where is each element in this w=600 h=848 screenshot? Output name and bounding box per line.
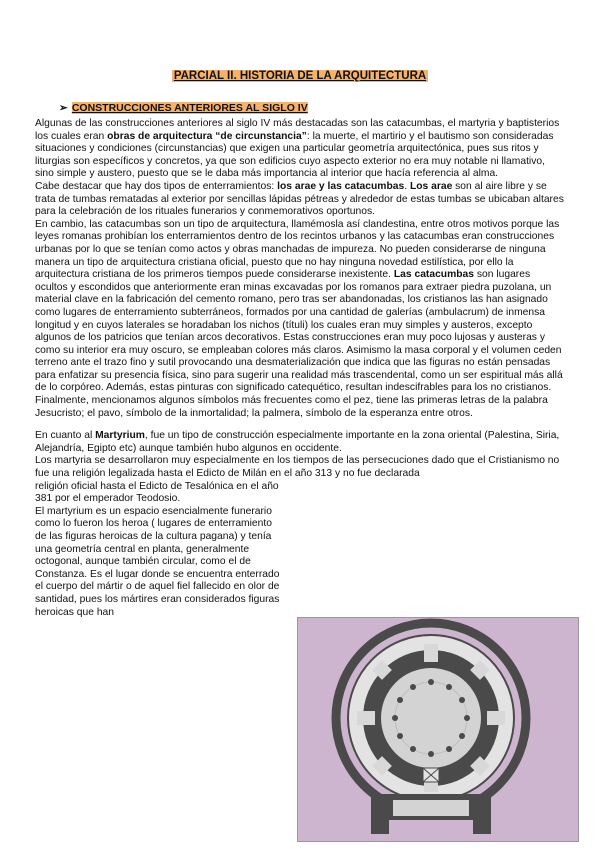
apse-right [473,818,491,834]
section-heading [59,102,308,114]
martyrium-floor-plan [297,617,579,842]
apse-left [371,818,389,834]
paragraph-martyrium: En cuanto al Martyrium, fue un tipo de construcción especialmente importante en la zona oriental (Palestina, Siria, Alejandría, Egipto etc) aunque también hubo algunos en occidente. [35,430,560,454]
paragraph-martyria-history: Los martyria se desarrollaron muy especialmente en los tiempos de las persecuciones dado que el Cristianismo no fue una religión legalizada hasta el Edicto de Milán en el año 313 y no fue declarada [35,455,560,480]
paragraph-martyrium-space: El martyrium es un espacio esencialmente funerario como lo fueron los heroa ( lugares de enterramiento de las figuras heroicas de la cultura pagana) y tenía una geometría central en planta, generalmente octogonal, aunque también circular, como el de Constanza. Es el lugar donde se encuentra enterrado el cuerpo del mártir o de aquel fiel fallecido en olor de santidad, pues los mártires eran considerados figuras heroicas que han [35,505,280,618]
vestibule-floor [393,800,469,816]
paragraph-enterramientos: Cabe destacar que hay dos tipos de enterramientos: los arae y las catacumbas. Los arae son al aire libre y se trata de tumbas rematadas al exterior por sencillas lápidas pétreas y alrededor de estas tumbas se ubicaban altares para la celebración de los rituales funerarios y conmemorativos oportunos. [35,180,564,218]
body-text [35,118,565,619]
arrow-bullet-icon: ➢ [59,102,68,114]
paragraph-intro: Algunas de las construcciones anteriores al siglo IV más destacadas son las catacumbas, el martyria y baptisterios los cuales eran obras de arquitectura “de circunstancia”: la muerte, el martirio y el bautismo son consideradas situaciones y condiciones (circunstancias) que exigen una particular geometría arquitectónica, pues sus ritos y liturgias son específicos y concretos, ya que son edificios cuyo aspecto exterior no era muy notable ni llamativo, sino simple y austero, puesto que se le daba más importancia al interior que hacía referencia al alma. [35,118,560,180]
floor-plan-drawing [298,618,578,841]
paragraph-catacumbas: En cambio, las catacumbas son un tipo de arquitectura, llamémosla así clandestina, entre otros motivos porque las leyes romanas prohibían los enterramientos dentro de los recintos urbanos y las catacumbas eran construcciones urbanas por lo que se tenían como actos y obras manchadas de impureza. No pueden considerarse de ninguna manera un tipo de arquitectura cristiana oficial, puesto que no hay ninguna novedad estilística, por ello la arquitectura cristiana de los primeros tiempos puede considerarse inexistente. Las catacumbas son lugares ocultos y escondidos que anteriormente eran minas excavadas por los romanos para extraer piedra puzolana, un material clave en la fabricación del cemento romano, pero tras ser abandonadas, los cristianos las han asignado como lugares de enterramiento subterráneos, formados por una cantidad de galerías (ambulacrum) de inmensa longitud y en cuyos laterales se horadaban los nichos (títuli) los cuales eran muy simples y austeros, excepto algunos de los patricios que tenían arcos decorativos. Estas construcciones eran muy poco lujosas y austeras y como su interior era muy oscuro, se empleaban colores más claros. Asimismo la masa corporal y el volumen ceden terreno ante el trazo fino y sutil provocando una desmaterialización que indica que las figuras no están pensadas para enfatizar su presencia física, sino para sugerir una realidad más trascendental, como un ser espiritual más allá de lo corpóreo. Además, estas pinturas con significado catequético, resultan indescifrables para los no cristianos. Finalmente, mencionamos algunos símbolos más frecuentes como el pez, tiene las primeras letras de la palabra Jesucristo; el pavo, símbolo de la inmortalidad; la palmera, símbolo de la esperanza entre otros. [35,218,563,419]
paragraph-martyria-history-cont: religión oficial hasta el Edicto de Tesalónica en el año 381 por el emperador Teodosio. [35,480,279,505]
section-heading-text: CONSTRUCCIONES ANTERIORES AL SIGLO IV [71,102,308,114]
page-title: PARCIAL II. HISTORIA DE LA ARQUITECTURA [173,70,427,82]
